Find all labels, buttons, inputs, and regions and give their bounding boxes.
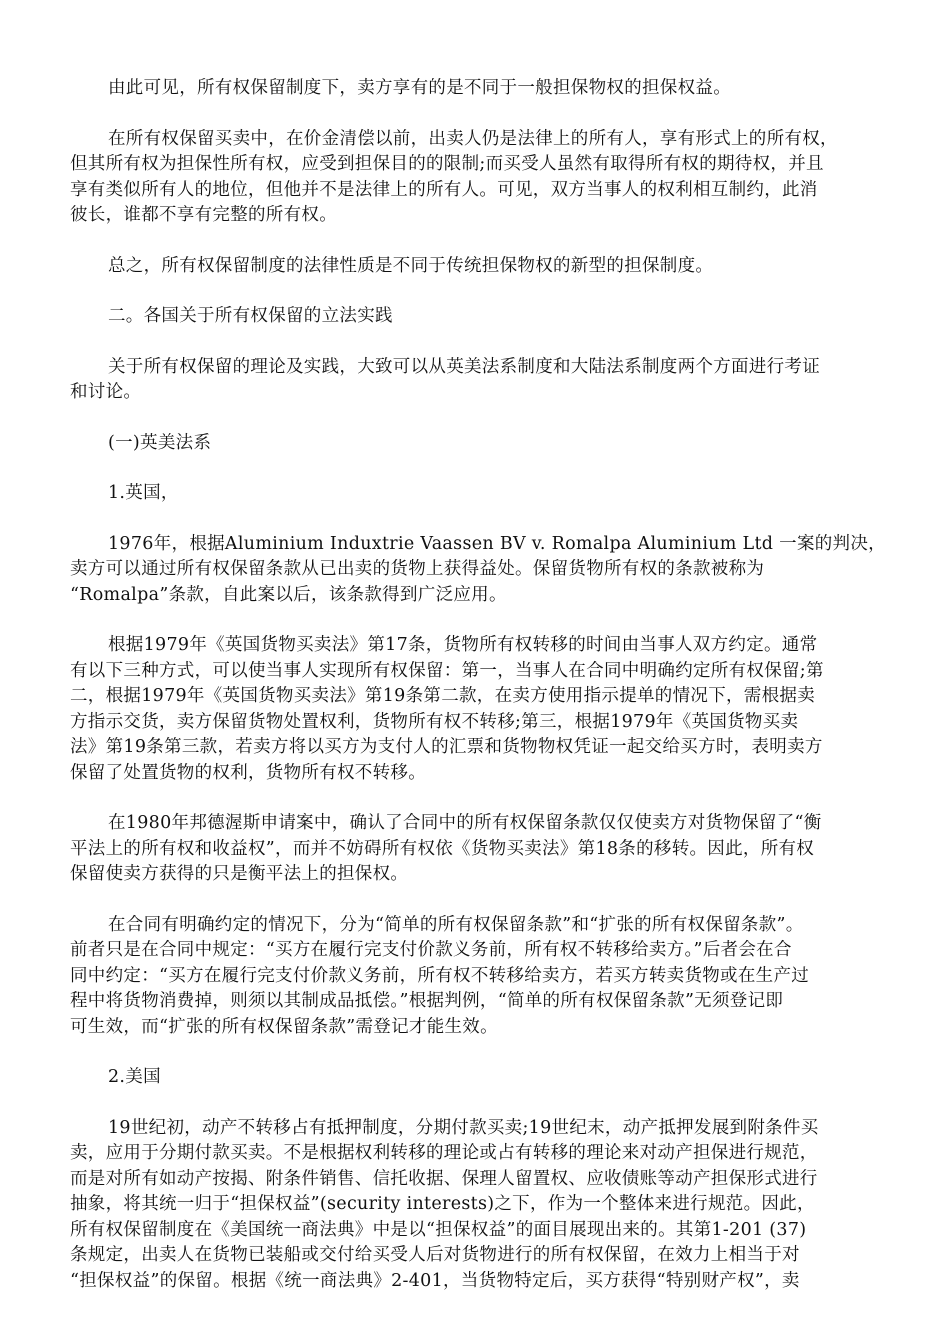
text-line: 抽象，将其统一归于“担保权益”(security interests)之下，作为一个整体来进行规范。因此，	[70, 1194, 815, 1214]
text-line: 卖方可以通过所有权保留条款从已出卖的货物上获得益处。保留货物所有权的条款被称为	[70, 559, 765, 579]
text-line: 2.美国	[108, 1067, 161, 1087]
text-line: 条规定，出卖人在货物已装船或交付给买受人后对货物进行的所有权保留，在效力上相当于对	[70, 1245, 800, 1265]
text-line: 彼长，谁都不享有完整的所有权。	[70, 205, 337, 225]
text-line: 在1980年邦德渥斯申请案中，确认了合同中的所有权保留条款仅仅使卖方对货物保留了“衡	[108, 813, 822, 833]
text-line: 和讨论。	[70, 382, 142, 402]
text-line: (一)英美法系	[108, 432, 212, 453]
paragraph	[70, 1116, 885, 1295]
paragraph	[70, 431, 885, 457]
text-line: 在合同有明确约定的情况下，分为“简单的所有权保留条款”和“扩张的所有权保留条款”。	[108, 914, 804, 935]
text-line: 保留使卖方获得的只是衡平法上的担保权。	[70, 864, 409, 884]
paragraph	[70, 1065, 885, 1091]
paragraph	[70, 532, 885, 609]
paragraph	[70, 127, 885, 229]
text-line: 总之，所有权保留制度的法律性质是不同于传统担保物权的新型的担保制度。	[108, 255, 714, 276]
text-line: 所有权保留制度在《美国统一商法典》中是以“担保权益”的面目展现出来的。其第1-201 (37)	[70, 1219, 807, 1240]
text-line: 可生效，而“扩张的所有权保留条款”需登记才能生效。	[70, 1016, 498, 1037]
paragraph	[70, 76, 885, 102]
paragraph	[70, 254, 885, 280]
text-line: 二。各国关于所有权保留的立法实践	[108, 306, 393, 326]
text-line: “担保权益”的保留。根据《统一商法典》2-401，当货物特定后，买方获得“特别财产权”，卖	[70, 1270, 800, 1291]
text-line: 平法上的所有权和收益权”，而并不妨碍所有权依《货物买卖法》第18条的移转。因此，所有权	[70, 838, 815, 859]
text-line: 19世纪初，动产不转移占有抵押制度，分期付款买卖;19世纪末，动产抵押发展到附条件买	[108, 1117, 819, 1138]
text-line: 1.英国，	[108, 483, 179, 503]
text-line: 法》第19条第三款，若卖方将以买方为支付人的汇票和货物物权凭证一起交给买方时，表明卖方	[70, 737, 823, 757]
paragraph	[70, 913, 885, 1041]
text-line: 程中将货物消费掉，则须以其制成品抵偿。”根据判例，“简单的所有权保留条款”无须登记即	[70, 991, 784, 1011]
text-line: 1976年，根据Aluminium Induxtrie Vaassen BV v. Romalpa Aluminium Ltd 一案的判决，	[108, 533, 886, 554]
text-line: “Romalpa”条款，自此案以后，该条款得到广泛应用。	[70, 584, 507, 605]
text-line: 前者只是在合同中规定：“买方在履行完支付价款义务前，所有权不转移给卖方。”后者会在合	[70, 940, 792, 960]
paragraph	[70, 811, 885, 888]
text-line: 享有类似所有人的地位，但他并不是法律上的所有人。可见，双方当事人的权利相互制约，此消	[70, 179, 818, 200]
paragraph	[70, 355, 885, 406]
text-line: 卖，应用于分期付款买卖。不是根据权利转移的理论或占有转移的理论来对动产担保进行规范，	[70, 1143, 818, 1163]
paragraph	[70, 633, 885, 786]
text-line: 二，根据1979年《英国货物买卖法》第19条第二款，在卖方使用指示提单的情况下，需根据卖	[70, 686, 816, 706]
text-line: 有以下三种方式，可以使当事人实现所有权保留：第一，当事人在合同中明确约定所有权保留;第	[70, 660, 824, 681]
text-line: 而是对所有如动产按揭、附条件销售、信托收据、保理人留置权、应收债账等动产担保形式进行	[70, 1168, 818, 1189]
text-line: 保留了处置货物的权利，货物所有权不转移。	[70, 762, 426, 783]
document-body	[70, 76, 885, 1319]
text-line: 根据1979年《英国货物买卖法》第17条，货物所有权转移的时间由当事人双方约定。通常	[108, 635, 818, 655]
paragraph	[70, 304, 885, 330]
text-line: 由此可见，所有权保留制度下，卖方享有的是不同于一般担保物权的担保权益。	[108, 78, 731, 98]
text-line: 同中约定：“买方在履行完支付价款义务前，所有权不转移给卖方，若买方转卖货物或在生产过	[70, 965, 810, 986]
text-line: 但其所有权为担保性所有权，应受到担保目的的限制;而买受人虽然有取得所有权的期待权，并且	[70, 154, 824, 174]
text-line: 方指示交货，卖方保留货物处置权利，货物所有权不转移;第三，根据1979年《英国货物买卖	[70, 711, 799, 732]
text-line: 在所有权保留买卖中，在价金清偿以前，出卖人仍是法律上的所有人，享有形式上的所有权，	[108, 128, 838, 149]
text-line: 关于所有权保留的理论及实践，大致可以从英美法系制度和大陆法系制度两个方面进行考证	[108, 356, 820, 377]
paragraph	[70, 481, 885, 507]
